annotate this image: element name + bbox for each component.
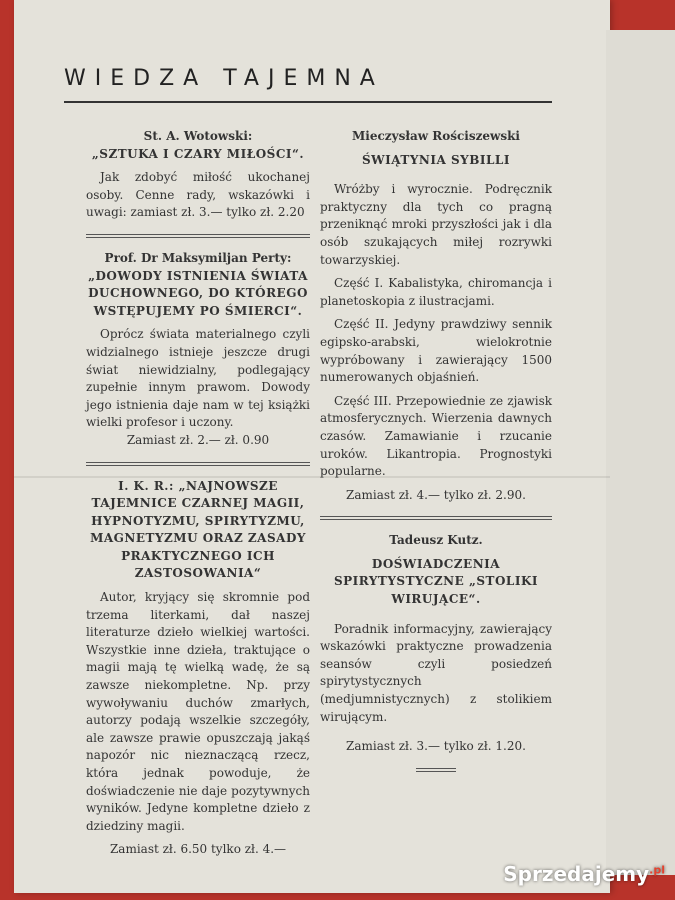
article-title: I. K. R.: „NAJNOWSZE TAJEMNICE CZARNEJ MAGII, HYPNOTYZMU, SPIRYTYZMU, MAGNETYZMU ORAZ ZASADY PRAKTYCZNEGO ICH ZASTOSOWANIA“ [90, 478, 306, 581]
article-price: Zamiast zł. 2.— zł. 0.90 [126, 432, 270, 447]
article-author: St. A. Wotowski: [143, 129, 253, 143]
watermark-logo: Sprzedajemy$^{.pl}$ [503, 862, 665, 886]
article-title: „DOWODY ISTNIENIA ŚWIATA DUCHOWNEGO, DO KTÓREGO WSTĘPUJEMY PO ŚMIERCI“. [88, 268, 308, 318]
article-price: Zamiast zł. 6.50 tylko zł. 4.— [109, 842, 287, 857]
article-body: Wróżby i wyrocznie. Podręcznik praktyczny dla tych co pragną przeniknąć mroki przyszłości jak i dla osób szukających miłej rozrywki towarzyskiej. [320, 182, 552, 267]
right-column [320, 128, 552, 772]
article-body: Autor, kryjący się skromnie pod trzema literkami, dał naszej literaturze dzieło wielkiej wartości. Wszystkie inne dzieła, traktujące o magii mają tę wielką wadę, że są zawsze niekompletne. Np. przy wywoływaniu duchów zmarłych, autorzy podają wszelkie szczegóły, ale zawsze prawie opuszczają jakąś napozór nic nieznaczącą rzecz, która jednak powoduje, że doświadczenie nie daje pozytywnych wyników. Jedyne kompletne dzieło z dziedziny magii. [86, 590, 310, 833]
article-title: DOŚWIADCZENIA SPIRYTYSTYCZNE „STOLIKI WIRUJĄCE“. [333, 556, 539, 607]
article-author: Prof. Dr Maksymiljan Perty: [104, 250, 292, 265]
article-price: Zamiast zł. 4.— tylko zł. 2.90. [346, 487, 526, 502]
article-price: Zamiast zł. 3.— tylko zł. 1.20. [346, 739, 526, 754]
article-body: Część II. Jedyny prawdziwy sennik egipsko-arabski, wielokrotnie wypróbowany i zawierający 1500 numerowanych objaśnień. [320, 317, 552, 385]
end-ornament [416, 768, 456, 772]
left-column [86, 128, 310, 859]
article-title: ŚWIĄTYNIA SYBILLI [362, 152, 510, 167]
article-author: Tadeusz Kutz. [389, 533, 483, 548]
article-author: Mieczysław Rościszewski [352, 129, 520, 143]
masthead-rule [64, 101, 552, 103]
article-body: Poradnik informacyjny, zawierający wskazówki praktyczne prowadzenia seansów czyli posiedzeń spirytystycznych (medjumnistycznych) z stolikiem wirującym. [320, 621, 552, 724]
article-body: Oprócz świata materialnego czyli widzialnego istnieje jeszcze drugi świat niewidzialny, podlegający zupełnie innym prawom. Dowody jego istnienia daje nam w tej książki wielki profesor i uczony. [86, 327, 310, 430]
article-body: Część III. Przepowiednie ze zjawisk atmosferycznych. Wierzenia dawnych czasów. Zamawianie i rzucanie uroków. Likantropia. Prognostyki popularne. [320, 393, 552, 479]
masthead-title: WIEDZA TAJEMNA [64, 66, 384, 91]
article-title: „SZTUKA I CZARY MIŁOŚCI“. [91, 146, 305, 161]
article-body: Jak zdobyć miłość ukochanej osoby. Cenne rady, wskazówki i uwagi: zamiast zł. 3.— tylko zł. 2.20 [86, 170, 310, 220]
next-page-edge [606, 30, 675, 875]
article-body: Część I. Kabalistyka, chiromancja i planetoskopia z ilustracjami. [320, 276, 552, 308]
